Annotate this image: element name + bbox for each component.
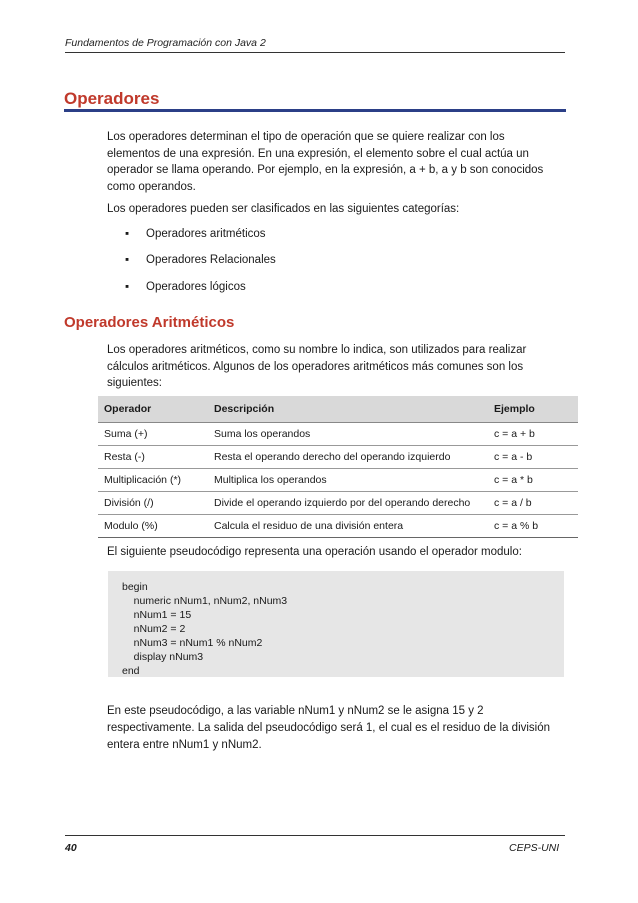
arith-intro-line: siguientes: xyxy=(107,377,162,389)
table-cell: Suma los operandos xyxy=(208,423,488,446)
table-row xyxy=(98,469,578,492)
code-line: nNum1 = 15 xyxy=(122,609,192,621)
arith-intro-line: Los operadores aritméticos, como su nombre lo indica, son utilizados para realizar xyxy=(107,344,527,356)
table-cell: División (/) xyxy=(98,492,208,515)
table-cell: Modulo (%) xyxy=(98,515,208,538)
section-title: Operadores xyxy=(64,89,160,108)
table-cell: Suma (+) xyxy=(98,423,208,446)
table-cell: Calcula el residuo de una división entera xyxy=(208,515,488,538)
table-row xyxy=(98,423,578,446)
bullet-icon: ▪ xyxy=(125,281,130,293)
bullet-icon: ▪ xyxy=(125,254,130,266)
table-row xyxy=(98,446,578,469)
intro-line: Los operadores determinan el tipo de operación que se quiere realizar con los xyxy=(107,131,505,143)
explanation-paragraph xyxy=(107,703,563,754)
intro-line: operador se llama operando. Por ejemplo, en la expresión, a + b, a y b son conocidos xyxy=(107,164,544,176)
subsection-title: Operadores Aritméticos xyxy=(64,314,235,331)
intro-line: elementos de una expresión. En una expresión, el elemento sobre el cual actúa un xyxy=(107,147,529,160)
bullet-icon: ▪ xyxy=(125,228,130,240)
code-block xyxy=(108,571,564,677)
intro-line: como operandos. xyxy=(107,180,196,193)
arith-intro-line: cálculos aritméticos. Algunos de los operadores aritméticos más comunes son los xyxy=(107,360,524,373)
table-row xyxy=(98,515,578,538)
explanation-line: En este pseudocódigo, a las variable nNum1 y nNum2 se le asigna 15 y 2 xyxy=(107,705,484,717)
section-title-rule xyxy=(64,109,566,112)
running-header: Fundamentos de Programación con Java 2 xyxy=(65,37,266,49)
table-header: Operador xyxy=(98,396,208,423)
code-line: nNum3 = nNum1 % nNum2 xyxy=(122,637,263,649)
category-item: Operadores Relacionales xyxy=(146,254,276,266)
table-cell: Resta el operando derecho del operando izquierdo xyxy=(208,446,488,469)
table-cell: c = a % b xyxy=(488,515,578,538)
footer-org: CEPS-UNI xyxy=(509,842,560,854)
code-line: numeric nNum1, nNum2, nNum3 xyxy=(122,595,288,607)
pseudocode-intro: El siguiente pseudocódigo representa una operación usando el operador modulo: xyxy=(107,546,522,558)
table-header: Ejemplo xyxy=(488,396,578,423)
code-line: display nNum3 xyxy=(122,651,204,663)
header-rule xyxy=(65,52,565,53)
intro-paragraph xyxy=(107,129,563,195)
category-item: Operadores lógicos xyxy=(146,281,246,293)
table-cell: Divide el operando izquierdo por del operando derecho xyxy=(208,492,488,515)
code-line: begin xyxy=(122,581,148,593)
table-cell: c = a + b xyxy=(488,423,578,446)
operators-table xyxy=(98,396,578,538)
footer-rule xyxy=(65,835,565,836)
arith-intro-paragraph xyxy=(107,342,563,392)
table-cell: c = a / b xyxy=(488,492,578,515)
table-cell: Resta (-) xyxy=(98,446,208,469)
table-cell: c = a * b xyxy=(488,469,578,492)
categories-intro: Los operadores pueden ser clasificados en las siguientes categorías: xyxy=(107,203,460,215)
explanation-line: respectivamente. La salida del pseudocódigo será 1, el cual es el residuo de la división xyxy=(107,722,551,734)
code-line: end xyxy=(122,665,140,677)
table-cell: Multiplicación (*) xyxy=(98,469,208,492)
table-header: Descripción xyxy=(208,396,488,423)
table-cell: c = a - b xyxy=(488,446,578,469)
table-header-row xyxy=(98,396,578,423)
table-cell: Multiplica los operandos xyxy=(208,469,488,492)
explanation-line: entera entre nNum1 y nNum2. xyxy=(107,739,262,751)
table-row xyxy=(98,492,578,515)
category-item: Operadores aritméticos xyxy=(146,228,266,240)
code-line: nNum2 = 2 xyxy=(122,623,186,635)
page-number: 40 xyxy=(65,842,77,854)
